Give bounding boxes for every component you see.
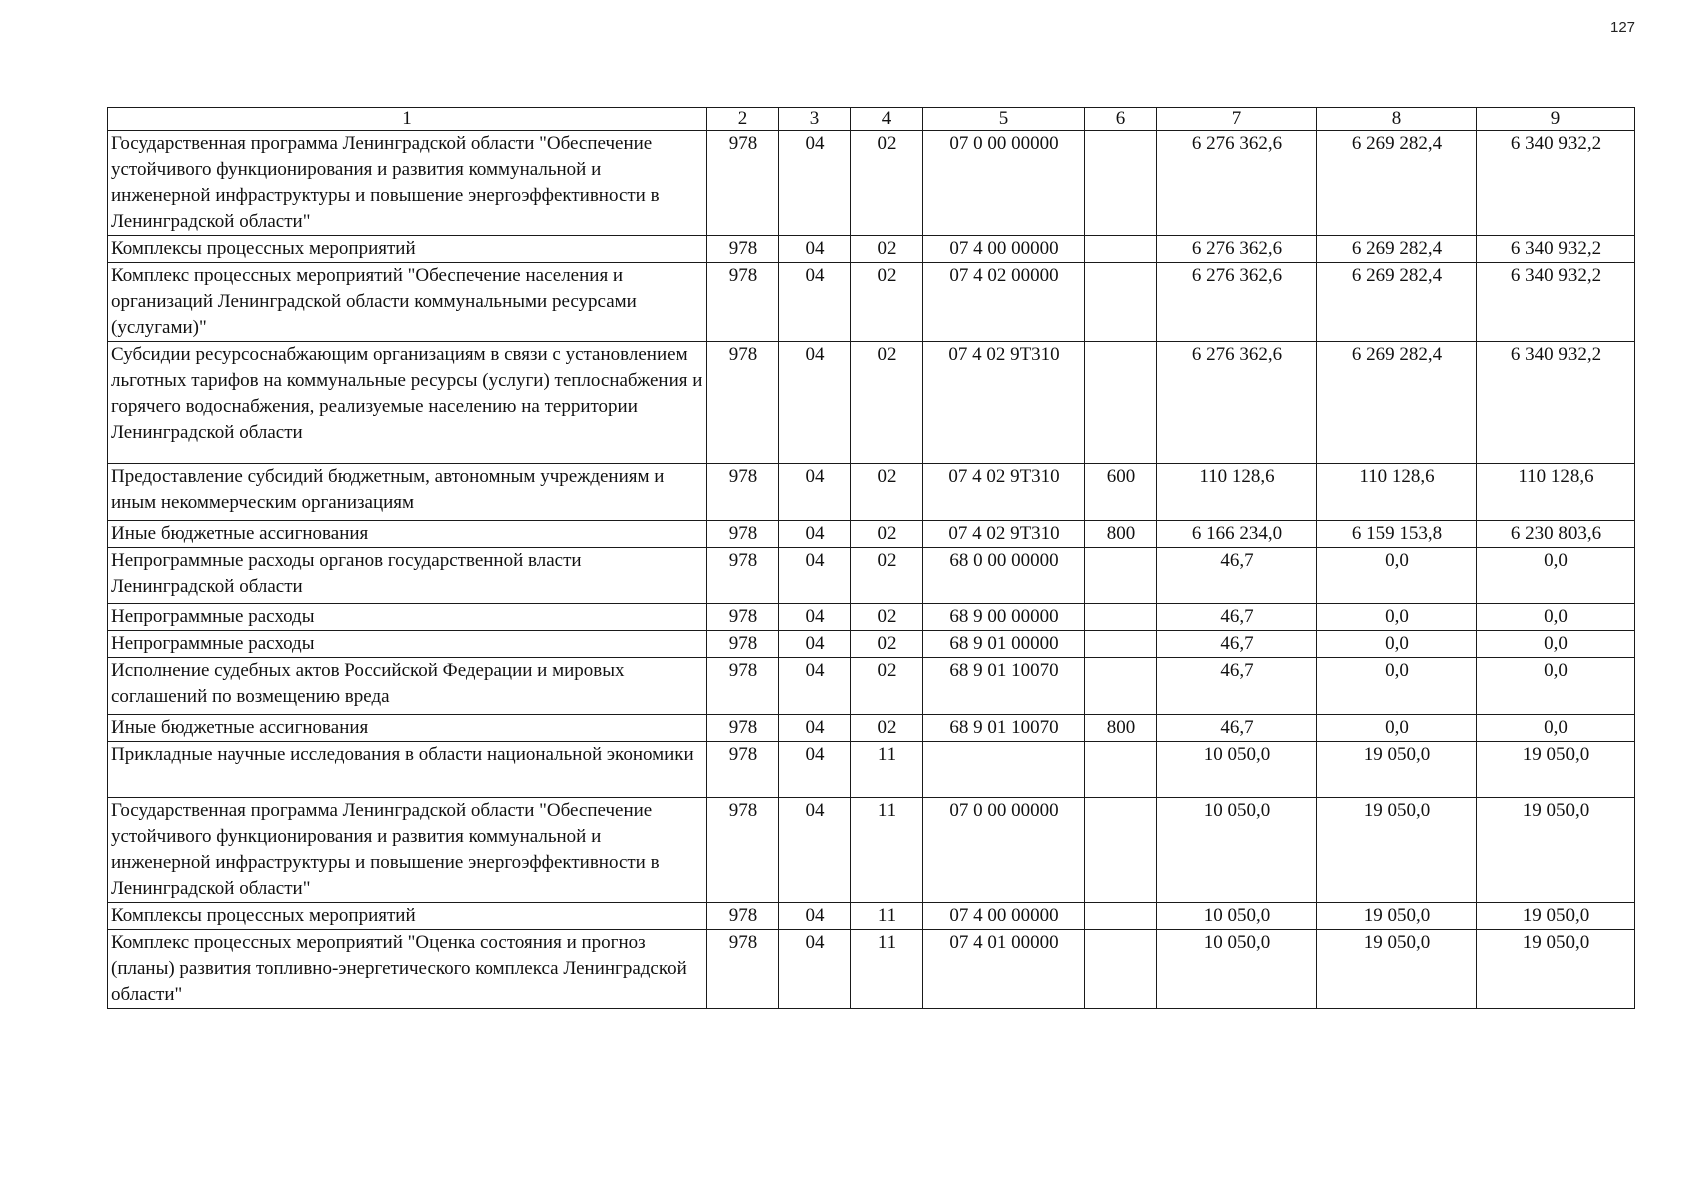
row-amount-year2-cell: 6 269 282,4 xyxy=(1317,131,1477,236)
row-amount-year2-cell: 19 050,0 xyxy=(1317,798,1477,903)
row-amount-year1-cell: 6 276 362,6 xyxy=(1157,236,1317,263)
table-row xyxy=(108,658,1635,715)
row-expense-type-cell xyxy=(1085,131,1157,236)
row-subsection-cell: 02 xyxy=(851,631,923,658)
column-header: 7 xyxy=(1157,108,1317,131)
row-subsection-cell: 02 xyxy=(851,131,923,236)
row-name-cell: Предоставление субсидий бюджетным, автономным учреждениям и иным некоммерческим организациям xyxy=(108,464,707,521)
column-header: 8 xyxy=(1317,108,1477,131)
row-amount-year2-cell: 0,0 xyxy=(1317,658,1477,715)
row-expense-type-cell xyxy=(1085,798,1157,903)
row-grbs-cell: 978 xyxy=(707,903,779,930)
column-header: 3 xyxy=(779,108,851,131)
table-row xyxy=(108,263,1635,342)
row-amount-year3-cell: 19 050,0 xyxy=(1477,930,1635,1009)
row-subsection-cell: 02 xyxy=(851,236,923,263)
row-grbs-cell: 978 xyxy=(707,548,779,604)
row-amount-year1-cell: 46,7 xyxy=(1157,715,1317,742)
row-subsection-cell: 02 xyxy=(851,263,923,342)
row-name-cell: Иные бюджетные ассигнования xyxy=(108,521,707,548)
table-row xyxy=(108,342,1635,464)
row-name-cell: Прикладные научные исследования в области национальной экономики xyxy=(108,742,707,798)
row-subsection-cell: 02 xyxy=(851,715,923,742)
table-row xyxy=(108,464,1635,521)
row-section-cell: 04 xyxy=(779,236,851,263)
row-subsection-cell: 02 xyxy=(851,464,923,521)
row-target-article-cell: 68 9 01 00000 xyxy=(923,631,1085,658)
row-section-cell: 04 xyxy=(779,930,851,1009)
row-amount-year3-cell: 0,0 xyxy=(1477,548,1635,604)
row-name-cell: Комплекс процессных мероприятий "Обеспечение населения и организаций Ленинградской области коммунальными ресурсами (услугами)" xyxy=(108,263,707,342)
row-name-cell: Комплексы процессных мероприятий xyxy=(108,236,707,263)
row-target-article-cell: 07 4 02 00000 xyxy=(923,263,1085,342)
row-expense-type-cell xyxy=(1085,342,1157,464)
table-row xyxy=(108,548,1635,604)
row-amount-year1-cell: 6 276 362,6 xyxy=(1157,131,1317,236)
row-amount-year3-cell: 0,0 xyxy=(1477,604,1635,631)
column-header: 1 xyxy=(108,108,707,131)
row-amount-year1-cell: 46,7 xyxy=(1157,631,1317,658)
page-number: 127 xyxy=(1610,19,1636,36)
row-target-article-cell xyxy=(923,742,1085,798)
row-target-article-cell: 07 0 00 00000 xyxy=(923,798,1085,903)
row-amount-year2-cell: 19 050,0 xyxy=(1317,930,1477,1009)
table-row xyxy=(108,930,1635,1009)
row-amount-year3-cell: 19 050,0 xyxy=(1477,742,1635,798)
row-amount-year1-cell: 110 128,6 xyxy=(1157,464,1317,521)
row-expense-type-cell xyxy=(1085,631,1157,658)
row-expense-type-cell: 800 xyxy=(1085,715,1157,742)
row-amount-year3-cell: 6 340 932,2 xyxy=(1477,236,1635,263)
table-header-row xyxy=(108,108,1635,131)
row-expense-type-cell xyxy=(1085,742,1157,798)
row-expense-type-cell xyxy=(1085,930,1157,1009)
column-header: 4 xyxy=(851,108,923,131)
row-grbs-cell: 978 xyxy=(707,604,779,631)
row-amount-year3-cell: 19 050,0 xyxy=(1477,798,1635,903)
row-grbs-cell: 978 xyxy=(707,464,779,521)
row-target-article-cell: 07 4 02 9Т310 xyxy=(923,521,1085,548)
row-amount-year2-cell: 0,0 xyxy=(1317,548,1477,604)
row-amount-year2-cell: 6 269 282,4 xyxy=(1317,342,1477,464)
row-amount-year2-cell: 19 050,0 xyxy=(1317,903,1477,930)
row-amount-year3-cell: 19 050,0 xyxy=(1477,903,1635,930)
row-subsection-cell: 11 xyxy=(851,742,923,798)
row-amount-year3-cell: 0,0 xyxy=(1477,658,1635,715)
row-target-article-cell: 07 0 00 00000 xyxy=(923,131,1085,236)
row-section-cell: 04 xyxy=(779,263,851,342)
row-amount-year2-cell: 19 050,0 xyxy=(1317,742,1477,798)
row-amount-year2-cell: 110 128,6 xyxy=(1317,464,1477,521)
row-section-cell: 04 xyxy=(779,658,851,715)
row-target-article-cell: 07 4 00 00000 xyxy=(923,903,1085,930)
column-header: 6 xyxy=(1085,108,1157,131)
row-target-article-cell: 07 4 02 9Т310 xyxy=(923,464,1085,521)
row-target-article-cell: 68 9 01 10070 xyxy=(923,658,1085,715)
row-amount-year1-cell: 46,7 xyxy=(1157,658,1317,715)
row-section-cell: 04 xyxy=(779,903,851,930)
row-grbs-cell: 978 xyxy=(707,131,779,236)
row-target-article-cell: 07 4 02 9Т310 xyxy=(923,342,1085,464)
row-section-cell: 04 xyxy=(779,742,851,798)
row-grbs-cell: 978 xyxy=(707,236,779,263)
row-amount-year3-cell: 6 340 932,2 xyxy=(1477,263,1635,342)
row-name-cell: Субсидии ресурсоснабжающим организациям в связи с установлением льготных тарифов на коммунальные ресурсы (услуги) теплоснабжения и горячего водоснабжения, реализуемые населению на территории Ленинградской области xyxy=(108,342,707,464)
row-subsection-cell: 11 xyxy=(851,798,923,903)
row-subsection-cell: 02 xyxy=(851,658,923,715)
row-expense-type-cell xyxy=(1085,548,1157,604)
row-amount-year3-cell: 110 128,6 xyxy=(1477,464,1635,521)
row-name-cell: Иные бюджетные ассигнования xyxy=(108,715,707,742)
column-header: 2 xyxy=(707,108,779,131)
row-amount-year3-cell: 0,0 xyxy=(1477,631,1635,658)
row-section-cell: 04 xyxy=(779,464,851,521)
row-grbs-cell: 978 xyxy=(707,798,779,903)
row-expense-type-cell: 600 xyxy=(1085,464,1157,521)
row-expense-type-cell: 800 xyxy=(1085,521,1157,548)
row-amount-year1-cell: 10 050,0 xyxy=(1157,742,1317,798)
row-amount-year2-cell: 6 159 153,8 xyxy=(1317,521,1477,548)
row-name-cell: Исполнение судебных актов Российской Федерации и мировых соглашений по возмещению вреда xyxy=(108,658,707,715)
table-row xyxy=(108,631,1635,658)
row-grbs-cell: 978 xyxy=(707,658,779,715)
table-row xyxy=(108,521,1635,548)
row-grbs-cell: 978 xyxy=(707,715,779,742)
row-amount-year1-cell: 10 050,0 xyxy=(1157,903,1317,930)
row-section-cell: 04 xyxy=(779,521,851,548)
row-amount-year3-cell: 0,0 xyxy=(1477,715,1635,742)
row-grbs-cell: 978 xyxy=(707,521,779,548)
row-section-cell: 04 xyxy=(779,631,851,658)
row-grbs-cell: 978 xyxy=(707,631,779,658)
row-target-article-cell: 68 9 01 10070 xyxy=(923,715,1085,742)
row-section-cell: 04 xyxy=(779,798,851,903)
table-row xyxy=(108,604,1635,631)
row-name-cell: Непрограммные расходы органов государственной власти Ленинградской области xyxy=(108,548,707,604)
row-target-article-cell: 07 4 01 00000 xyxy=(923,930,1085,1009)
table-row xyxy=(108,715,1635,742)
row-subsection-cell: 02 xyxy=(851,342,923,464)
row-expense-type-cell xyxy=(1085,903,1157,930)
row-amount-year1-cell: 46,7 xyxy=(1157,548,1317,604)
row-name-cell: Непрограммные расходы xyxy=(108,631,707,658)
row-expense-type-cell xyxy=(1085,604,1157,631)
row-amount-year2-cell: 6 269 282,4 xyxy=(1317,263,1477,342)
table-row xyxy=(108,742,1635,798)
row-name-cell: Государственная программа Ленинградской области "Обеспечение устойчивого функционирования и развития коммунальной и инженерной инфраструктуры и повышение энергоэффективности в Ленинградской области" xyxy=(108,798,707,903)
row-amount-year1-cell: 6 276 362,6 xyxy=(1157,263,1317,342)
row-amount-year1-cell: 46,7 xyxy=(1157,604,1317,631)
row-grbs-cell: 978 xyxy=(707,742,779,798)
row-amount-year2-cell: 0,0 xyxy=(1317,604,1477,631)
row-section-cell: 04 xyxy=(779,342,851,464)
row-subsection-cell: 02 xyxy=(851,604,923,631)
row-name-cell: Непрограммные расходы xyxy=(108,604,707,631)
row-grbs-cell: 978 xyxy=(707,342,779,464)
row-section-cell: 04 xyxy=(779,715,851,742)
row-amount-year1-cell: 10 050,0 xyxy=(1157,930,1317,1009)
row-amount-year3-cell: 6 340 932,2 xyxy=(1477,342,1635,464)
row-grbs-cell: 978 xyxy=(707,930,779,1009)
table-row xyxy=(108,131,1635,236)
row-name-cell: Государственная программа Ленинградской области "Обеспечение устойчивого функционирования и развития коммунальной и инженерной инфраструктуры и повышение энергоэффективности в Ленинградской области" xyxy=(108,131,707,236)
table-row xyxy=(108,798,1635,903)
row-section-cell: 04 xyxy=(779,131,851,236)
row-amount-year3-cell: 6 230 803,6 xyxy=(1477,521,1635,548)
budget-table xyxy=(107,107,1635,1009)
table-row xyxy=(108,903,1635,930)
row-name-cell: Комплексы процессных мероприятий xyxy=(108,903,707,930)
row-amount-year1-cell: 10 050,0 xyxy=(1157,798,1317,903)
row-amount-year2-cell: 0,0 xyxy=(1317,631,1477,658)
column-header: 9 xyxy=(1477,108,1635,131)
row-section-cell: 04 xyxy=(779,548,851,604)
row-name-cell: Комплекс процессных мероприятий "Оценка состояния и прогноз (планы) развития топливно-энергетического комплекса Ленинградской области" xyxy=(108,930,707,1009)
row-amount-year2-cell: 6 269 282,4 xyxy=(1317,236,1477,263)
row-amount-year2-cell: 0,0 xyxy=(1317,715,1477,742)
row-expense-type-cell xyxy=(1085,263,1157,342)
row-amount-year1-cell: 6 166 234,0 xyxy=(1157,521,1317,548)
row-subsection-cell: 02 xyxy=(851,521,923,548)
row-target-article-cell: 07 4 00 00000 xyxy=(923,236,1085,263)
row-grbs-cell: 978 xyxy=(707,263,779,342)
row-subsection-cell: 11 xyxy=(851,903,923,930)
row-target-article-cell: 68 0 00 00000 xyxy=(923,548,1085,604)
row-subsection-cell: 11 xyxy=(851,930,923,1009)
column-header: 5 xyxy=(923,108,1085,131)
row-target-article-cell: 68 9 00 00000 xyxy=(923,604,1085,631)
row-amount-year3-cell: 6 340 932,2 xyxy=(1477,131,1635,236)
row-subsection-cell: 02 xyxy=(851,548,923,604)
row-expense-type-cell xyxy=(1085,236,1157,263)
row-section-cell: 04 xyxy=(779,604,851,631)
table-row xyxy=(108,236,1635,263)
row-expense-type-cell xyxy=(1085,658,1157,715)
row-amount-year1-cell: 6 276 362,6 xyxy=(1157,342,1317,464)
